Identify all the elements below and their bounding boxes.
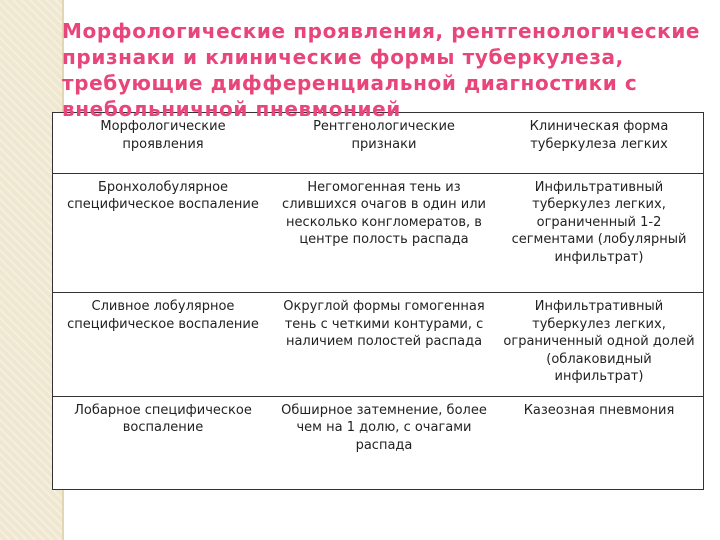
cell-morphology: Сливное лобулярное специфическое воспаление (53, 293, 274, 396)
cell-radiology: Негомогенная тень из слившихся очагов в один или несколько конгломератов, в центре полость распада (273, 173, 495, 293)
cell-morphology: Лобарное специфическое воспаление (53, 396, 274, 489)
cell-morphology: Бронхолобулярное специфическое воспаление (53, 173, 274, 293)
tuberculosis-table (52, 112, 704, 490)
table-row (53, 396, 704, 489)
cell-clinical-form: Инфильтративный туберкулез легких, ограниченный одной долей (облаковидный инфильтрат) (495, 293, 704, 396)
cell-clinical-form: Инфильтративный туберкулез легких, ограниченный 1-2 сегментами (лобулярный инфильтрат) (495, 173, 704, 293)
table-row (53, 293, 704, 396)
cell-clinical-form: Казеозная пневмония (495, 396, 704, 489)
table-row (53, 173, 704, 293)
cell-radiology: Обширное затемнение, более чем на 1 долю, с очагами распада (273, 396, 495, 489)
tuberculosis-table-container (52, 112, 695, 490)
slide-title: Морфологические проявления, рентгенологические признаки и клинические формы туберкулеза, требующие дифференциальной диагностики с внебольничной пневмонией (62, 19, 701, 121)
header-radiology: Рентгенологические признаки (273, 113, 495, 174)
cell-radiology: Округлой формы гомогенная тень с четкими контурами, с наличием полостей распада (273, 293, 495, 396)
header-morphology: Морфологические проявления (53, 113, 274, 174)
header-clinical-form: Клиническая форма туберкулеза легких (495, 113, 704, 174)
